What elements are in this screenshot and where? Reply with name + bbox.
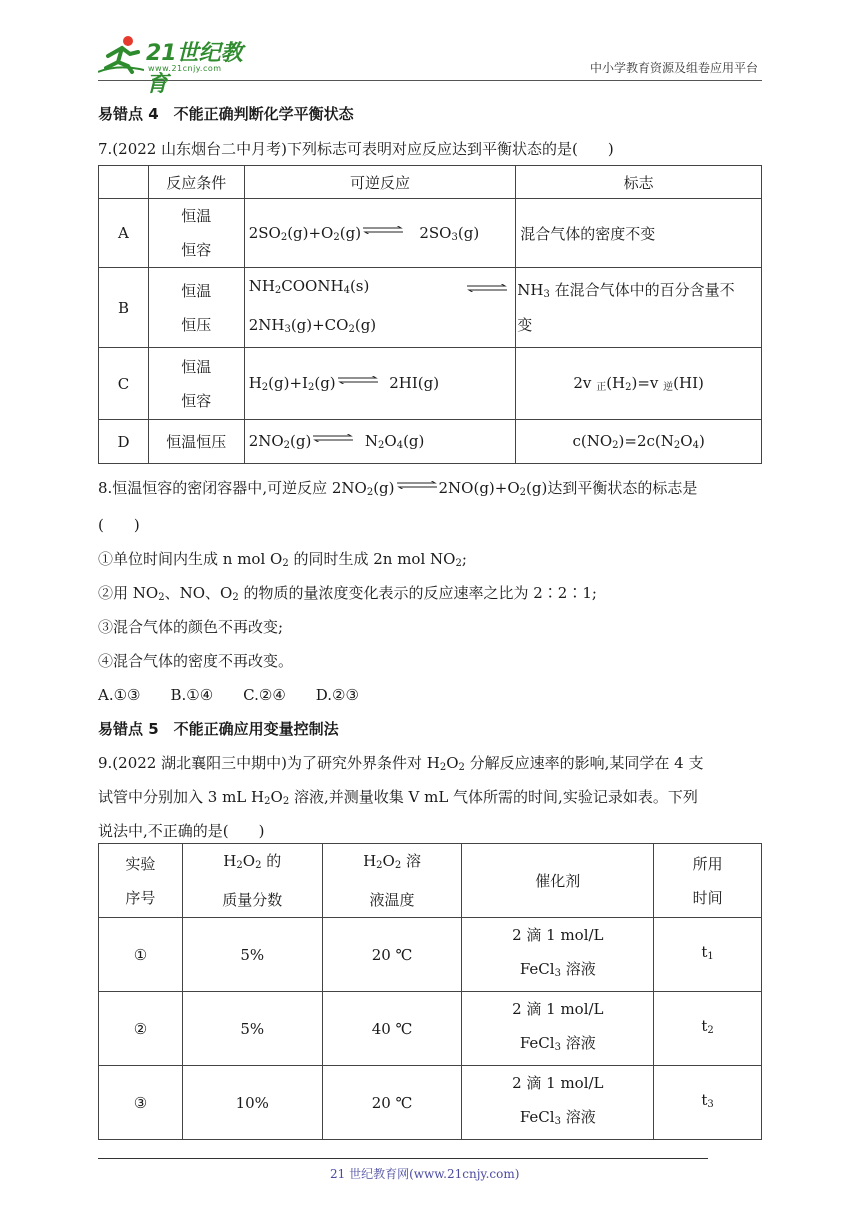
logo [98,34,258,97]
q8-item-4: ④混合气体的密度不再改变。 [98,652,294,670]
q7-table [98,165,762,464]
header-platform-text: 中小学教育资源及组卷应用平台 [589,61,758,75]
reaction-left: $2SO_2(g)+O_2(g)$ [248,223,362,243]
condition-1: 恒温 [181,207,212,225]
catalyst: 2 滴 1 mol/L FeCl$_3$ 溶液 [462,1066,654,1140]
experiment-no: ③ [99,1066,183,1140]
equilibrium-arrow-icon [363,226,403,234]
catalyst: 2 滴 1 mol/L FeCl$_3$ 溶液 [462,918,654,992]
header-cell: 实验 序号 [99,844,183,918]
condition-1: 恒温 [181,281,212,300]
condition-cell [148,268,244,348]
catalyst: 2 滴 1 mol/L FeCl$_3$ 溶液 [462,992,654,1066]
table-row [99,420,762,464]
time: $t_3$ [654,1066,762,1140]
option-label: C [99,348,149,420]
runner-icon [98,34,144,74]
condition-1: 恒温 [181,357,212,376]
q8-item-2: ②用 $NO_2$、NO、$O_2$ 的物质的量浓度变化表示的反应速率之比为 2∶2∶1; [98,584,597,603]
table-header-row [99,844,762,918]
q9-line-3: 说法中,不正确的是( ) [98,822,265,840]
equilibrium-arrow-icon [313,434,353,442]
logo-url: www.21cnjy.com [148,64,222,73]
equilibrium-arrow-icon [467,284,507,292]
sign-cell: 2v $_正(H_2)=v$ $_逆$(HI) [516,348,762,420]
table-row [99,918,762,992]
reaction-cell [244,199,516,268]
q9-line-1: 9.(2022 湖北襄阳三中期中)为了研究外界条件对 $H_2O_2$ 分解反应速率的影响,某同学在 4 支 [98,754,704,773]
table-row [99,1066,762,1140]
table-row [99,992,762,1066]
header-cell: 反应条件 [148,166,244,199]
sign-cell: 混合气体的密度不变 [516,199,762,268]
equilibrium-arrow-icon [338,376,378,384]
page-header [98,34,762,97]
option-label: D [99,420,149,464]
q8-item-3: ③混合气体的颜色不再改变; [98,618,284,636]
condition-cell [148,348,244,420]
footer-divider [98,1158,708,1159]
option-label: A [99,199,149,268]
condition-2: 恒压 [181,315,212,334]
time: $t_2$ [654,992,762,1066]
condition-cell: 恒温恒压 [148,420,244,464]
mass-fraction: 10% [182,1066,322,1140]
sign-cell: $c(NO_2)=2c(N_2O_4)$ [516,420,762,464]
footer-text: 21 世纪教育网(www.21cnjy.com) [330,1167,520,1181]
header-cell: 催化剂 [462,844,654,918]
header-cell: 可逆反应 [244,166,516,199]
reaction-right: $2NH_3(g)+CO_2(g)$ [248,315,377,335]
q8-options: A.①③ B.①④ C.②④ D.②③ [98,686,359,704]
reaction-cell [244,268,516,348]
q9-line-2: 试管中分别加入 3 mL $H_2O_2$ 溶液,并测量收集 V mL 气体所需的时间,实验记录如表。下列 [98,788,698,807]
section-5-title: 易错点 5 不能正确应用变量控制法 [98,720,339,738]
equilibrium-arrow-icon [397,481,437,489]
experiment-no: ② [99,992,183,1066]
header-cell: $H_2O_2$ 的 质量分数 [182,844,322,918]
temperature: 20 ℃ [322,918,462,992]
section-4-title: 易错点 4 不能正确判断化学平衡状态 [98,105,354,123]
mass-fraction: 5% [182,992,322,1066]
table-row [99,348,762,420]
q8-answer-paren: ( ) [98,516,140,534]
table-row [99,268,762,348]
header-cell: $H_2O_2$ 溶 液温度 [322,844,462,918]
temperature: 20 ℃ [322,1066,462,1140]
reaction-cell: $H_2(g)+I_2(g)$ 2HI(g) [244,348,516,420]
time: $t_1$ [654,918,762,992]
logo-text: 21世纪教育 [146,41,243,97]
condition-2: 恒容 [181,241,212,259]
option-label: B [99,268,149,348]
q8-stem: 8.恒温恒容的密闭容器中,可逆反应 $2NO_2(g)$ $2NO(g)+O_2(g)$达到平衡状态的标志是 [98,479,698,498]
header-cell [99,166,149,199]
condition-cell [148,199,244,268]
header-cell: 所用 时间 [654,844,762,918]
reaction-left: $NH_2COONH_4(s)$ [249,269,512,308]
q8-item-1: ①单位时间内生成 n mol $O_2$ 的同时生成 2n mol $NO_2$; [98,550,467,569]
q9-table [98,843,762,1140]
experiment-no: ① [99,918,183,992]
header-cell: 标志 [516,166,762,199]
reaction-cell: $2NO_2(g)$ $N_2O_4(g)$ [244,420,516,464]
condition-2: 恒容 [181,391,212,410]
mass-fraction: 5% [182,918,322,992]
q7-stem: 7.(2022 山东烟台二中月考)下列标志可表明对应反应达到平衡状态的是( ) [98,140,614,158]
table-row [99,199,762,268]
table-header-row [99,166,762,199]
sign-cell: $NH_3$ 在混合气体中的百分含量不 变 [516,268,762,348]
reaction-right: $2SO_3(g)$ [419,223,480,243]
temperature: 40 ℃ [322,992,462,1066]
